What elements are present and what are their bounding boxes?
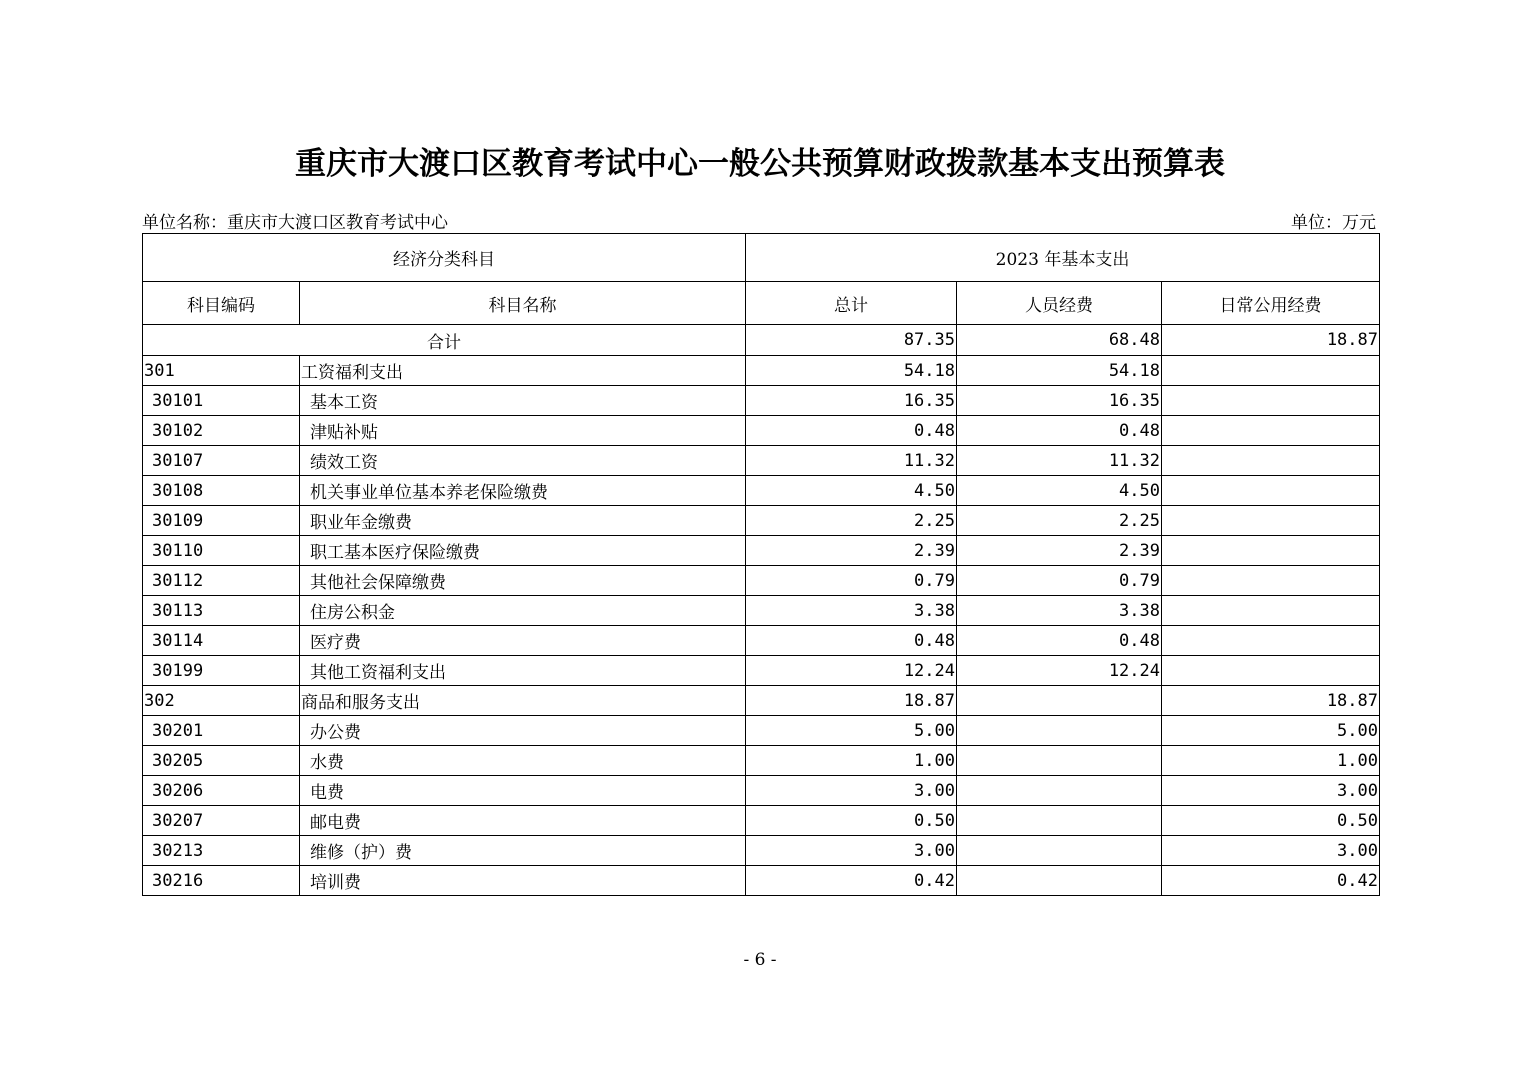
table-row — [143, 386, 1380, 416]
row-code: 30206 — [143, 776, 300, 806]
budget-table-body — [143, 234, 1380, 896]
row-name: 职业年金缴费 — [300, 506, 746, 536]
row-personnel: 2.25 — [957, 506, 1162, 536]
row-public — [1162, 476, 1380, 506]
row-total: 2.39 — [746, 536, 957, 566]
header-code: 科目编码 — [143, 282, 300, 325]
row-code: 30110 — [143, 536, 300, 566]
row-total: 2.25 — [746, 506, 957, 536]
row-code: 30207 — [143, 806, 300, 836]
budget-table — [142, 233, 1380, 896]
row-public — [1162, 356, 1380, 386]
row-code: 30107 — [143, 446, 300, 476]
row-total: 3.00 — [746, 776, 957, 806]
row-public: 0.50 — [1162, 806, 1380, 836]
row-personnel — [957, 716, 1162, 746]
row-name: 基本工资 — [300, 386, 746, 416]
row-total: 3.38 — [746, 596, 957, 626]
header-row-1 — [143, 234, 1380, 282]
table-row — [143, 536, 1380, 566]
row-code: 30205 — [143, 746, 300, 776]
row-public: 3.00 — [1162, 836, 1380, 866]
row-code: 30112 — [143, 566, 300, 596]
row-name: 绩效工资 — [300, 446, 746, 476]
row-public: 3.00 — [1162, 776, 1380, 806]
row-personnel: 0.48 — [957, 626, 1162, 656]
row-name: 其他工资福利支出 — [300, 656, 746, 686]
table-row — [143, 356, 1380, 386]
row-personnel — [957, 746, 1162, 776]
total-label: 合计 — [143, 325, 746, 356]
row-code: 30213 — [143, 836, 300, 866]
row-personnel: 4.50 — [957, 476, 1162, 506]
row-personnel — [957, 836, 1162, 866]
row-personnel — [957, 866, 1162, 896]
row-name: 办公费 — [300, 716, 746, 746]
row-personnel: 12.24 — [957, 656, 1162, 686]
row-personnel — [957, 686, 1162, 716]
row-public — [1162, 536, 1380, 566]
row-name: 机关事业单位基本养老保险缴费 — [300, 476, 746, 506]
row-personnel: 3.38 — [957, 596, 1162, 626]
row-public — [1162, 566, 1380, 596]
row-total: 4.50 — [746, 476, 957, 506]
table-row — [143, 686, 1380, 716]
row-public — [1162, 656, 1380, 686]
row-public — [1162, 416, 1380, 446]
table-row — [143, 746, 1380, 776]
row-name: 电费 — [300, 776, 746, 806]
row-personnel: 11.32 — [957, 446, 1162, 476]
row-name: 住房公积金 — [300, 596, 746, 626]
page-number: - 6 - — [743, 950, 777, 970]
row-total: 0.42 — [746, 866, 957, 896]
row-total: 0.79 — [746, 566, 957, 596]
table-row — [143, 716, 1380, 746]
row-total: 0.50 — [746, 806, 957, 836]
row-code: 30216 — [143, 866, 300, 896]
row-public — [1162, 386, 1380, 416]
row-name: 水费 — [300, 746, 746, 776]
table-row — [143, 566, 1380, 596]
total-personnel: 68.48 — [957, 325, 1162, 356]
row-code: 30199 — [143, 656, 300, 686]
row-code: 30109 — [143, 506, 300, 536]
row-total: 18.87 — [746, 686, 957, 716]
currency-unit-label: 单位：万元 — [1291, 213, 1376, 233]
row-code: 30113 — [143, 596, 300, 626]
page-title: 重庆市大渡口区教育考试中心一般公共预算财政拨款基本支出预算表 — [295, 146, 1225, 182]
row-code: 301 — [143, 356, 300, 386]
unit-name-label: 单位名称：重庆市大渡口区教育考试中心 — [142, 213, 448, 233]
row-personnel: 0.48 — [957, 416, 1162, 446]
row-total: 1.00 — [746, 746, 957, 776]
row-code: 30201 — [143, 716, 300, 746]
header-row-2 — [143, 282, 1380, 325]
row-public — [1162, 506, 1380, 536]
row-public: 18.87 — [1162, 686, 1380, 716]
row-name: 邮电费 — [300, 806, 746, 836]
row-code: 30102 — [143, 416, 300, 446]
row-public: 5.00 — [1162, 716, 1380, 746]
row-name: 工资福利支出 — [300, 356, 746, 386]
header-economic-category: 经济分类科目 — [143, 234, 746, 282]
table-row — [143, 656, 1380, 686]
row-personnel — [957, 776, 1162, 806]
row-code: 30114 — [143, 626, 300, 656]
row-total: 3.00 — [746, 836, 957, 866]
row-name: 维修（护）费 — [300, 836, 746, 866]
total-public: 18.87 — [1162, 325, 1380, 356]
row-public — [1162, 626, 1380, 656]
row-personnel — [957, 806, 1162, 836]
row-total: 0.48 — [746, 416, 957, 446]
row-name: 职工基本医疗保险缴费 — [300, 536, 746, 566]
header-basic-expense: 2023 年基本支出 — [746, 234, 1380, 282]
row-name: 培训费 — [300, 866, 746, 896]
table-row — [143, 416, 1380, 446]
table-row — [143, 446, 1380, 476]
table-row — [143, 806, 1380, 836]
row-total: 16.35 — [746, 386, 957, 416]
header-public: 日常公用经费 — [1162, 282, 1380, 325]
table-row — [143, 776, 1380, 806]
row-personnel: 54.18 — [957, 356, 1162, 386]
row-personnel: 16.35 — [957, 386, 1162, 416]
table-row — [143, 506, 1380, 536]
unit-info-line — [142, 208, 1378, 232]
row-public — [1162, 596, 1380, 626]
row-total: 11.32 — [746, 446, 957, 476]
row-name: 其他社会保障缴费 — [300, 566, 746, 596]
table-row — [143, 596, 1380, 626]
total-total: 87.35 — [746, 325, 957, 356]
row-public — [1162, 446, 1380, 476]
row-personnel: 2.39 — [957, 536, 1162, 566]
row-public: 0.42 — [1162, 866, 1380, 896]
row-total: 5.00 — [746, 716, 957, 746]
table-row — [143, 836, 1380, 866]
row-name: 津贴补贴 — [300, 416, 746, 446]
header-personnel: 人员经费 — [957, 282, 1162, 325]
table-row — [143, 626, 1380, 656]
row-public: 1.00 — [1162, 746, 1380, 776]
row-total: 54.18 — [746, 356, 957, 386]
total-row — [143, 325, 1380, 356]
row-total: 0.48 — [746, 626, 957, 656]
header-name: 科目名称 — [300, 282, 746, 325]
row-name: 医疗费 — [300, 626, 746, 656]
row-personnel: 0.79 — [957, 566, 1162, 596]
table-row — [143, 476, 1380, 506]
header-total: 总计 — [746, 282, 957, 325]
table-row — [143, 866, 1380, 896]
row-code: 302 — [143, 686, 300, 716]
row-code: 30101 — [143, 386, 300, 416]
row-name: 商品和服务支出 — [300, 686, 746, 716]
row-code: 30108 — [143, 476, 300, 506]
row-total: 12.24 — [746, 656, 957, 686]
